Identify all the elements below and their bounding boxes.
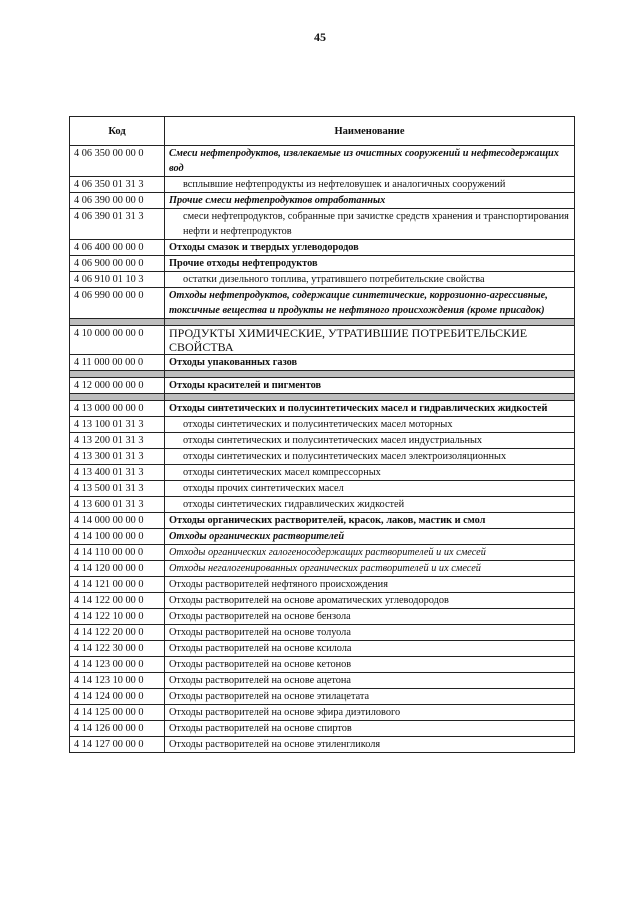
waste-name-cell: ПРОДУКТЫ ХИМИЧЕСКИЕ, УТРАТИВШИЕ ПОТРЕБИТЕЛЬСКИЕ СВОЙСТВА <box>165 326 575 355</box>
waste-name-cell: Отходы растворителей на основе ксилола <box>165 641 575 657</box>
waste-name-cell: отходы синтетических масел компрессорных <box>165 465 575 481</box>
table-row <box>70 240 575 256</box>
waste-code-cell: 4 13 200 01 31 3 <box>70 433 165 449</box>
waste-code-cell: 4 06 990 00 00 0 <box>70 288 165 319</box>
table-row <box>70 529 575 545</box>
table-row <box>70 146 575 177</box>
table-row <box>70 272 575 288</box>
table-row <box>70 465 575 481</box>
table-row <box>70 657 575 673</box>
waste-name-cell: Отходы растворителей нефтяного происхождения <box>165 577 575 593</box>
table-row <box>70 355 575 371</box>
waste-name-cell: отходы синтетических и полусинтетических масел электроизоляционных <box>165 449 575 465</box>
table-row <box>70 417 575 433</box>
waste-name-cell: Отходы растворителей на основе бензола <box>165 609 575 625</box>
waste-code-cell: 4 14 126 00 00 0 <box>70 721 165 737</box>
table-row <box>70 288 575 319</box>
waste-name-cell: всплывшие нефтепродукты из нефтеловушек и аналогичных сооружений <box>165 177 575 193</box>
waste-code-cell: 4 14 100 00 00 0 <box>70 529 165 545</box>
waste-name-cell <box>165 371 575 378</box>
column-header-code: Код <box>70 117 165 146</box>
table-row <box>70 177 575 193</box>
waste-name-cell: Отходы растворителей на основе ацетона <box>165 673 575 689</box>
waste-code-cell: 4 14 124 00 00 0 <box>70 689 165 705</box>
table-row <box>70 705 575 721</box>
waste-name-cell: Прочие смеси нефтепродуктов отработанных <box>165 193 575 209</box>
waste-name-cell: Отходы растворителей на основе спиртов <box>165 721 575 737</box>
waste-code-cell: 4 14 110 00 00 0 <box>70 545 165 561</box>
waste-code-cell: 4 13 000 00 00 0 <box>70 401 165 417</box>
waste-code-cell <box>70 394 165 401</box>
table-row <box>70 577 575 593</box>
waste-name-cell: Отходы негалогенированных органических растворителей и их смесей <box>165 561 575 577</box>
waste-code-cell: 4 14 122 30 00 0 <box>70 641 165 657</box>
table-row <box>70 378 575 394</box>
table-row <box>70 256 575 272</box>
waste-code-cell: 4 14 122 00 00 0 <box>70 593 165 609</box>
waste-name-cell: Отходы растворителей на основе этилацетата <box>165 689 575 705</box>
waste-name-cell: Смеси нефтепродуктов, извлекаемые из очистных сооружений и нефтесодержащих вод <box>165 146 575 177</box>
waste-code-cell: 4 10 000 00 00 0 <box>70 326 165 355</box>
page-number: 45 <box>314 30 326 44</box>
waste-code-cell: 4 11 000 00 00 0 <box>70 355 165 371</box>
waste-code-cell: 4 13 600 01 31 3 <box>70 497 165 513</box>
table-row <box>70 326 575 355</box>
table-row <box>70 433 575 449</box>
waste-code-cell: 4 06 350 01 31 3 <box>70 177 165 193</box>
waste-code-cell: 4 14 123 10 00 0 <box>70 673 165 689</box>
waste-code-cell: 4 06 390 00 00 0 <box>70 193 165 209</box>
waste-code-cell: 4 06 910 01 10 3 <box>70 272 165 288</box>
waste-name-cell: отходы прочих синтетических масел <box>165 481 575 497</box>
table-row <box>70 609 575 625</box>
waste-classification-table <box>69 116 575 753</box>
waste-code-cell: 4 12 000 00 00 0 <box>70 378 165 394</box>
waste-name-cell: Отходы растворителей на основе ароматических углеводородов <box>165 593 575 609</box>
table-row <box>70 673 575 689</box>
table-row <box>70 193 575 209</box>
waste-code-cell: 4 13 500 01 31 3 <box>70 481 165 497</box>
waste-code-cell: 4 13 400 01 31 3 <box>70 465 165 481</box>
table-row <box>70 209 575 240</box>
waste-code-cell: 4 13 100 01 31 3 <box>70 417 165 433</box>
waste-name-cell: Отходы органических растворителей <box>165 529 575 545</box>
table-body <box>70 146 575 753</box>
waste-name-cell: смеси нефтепродуктов, собранные при зачистке средств хранения и транспортирования нефти и нефтепродуктов <box>165 209 575 240</box>
table-row <box>70 737 575 753</box>
table-row <box>70 513 575 529</box>
waste-name-cell: отходы синтетических гидравлических жидкостей <box>165 497 575 513</box>
table-row <box>70 497 575 513</box>
waste-code-cell: 4 13 300 01 31 3 <box>70 449 165 465</box>
waste-name-cell: Отходы синтетических и полусинтетических масел и гидравлических жидкостей <box>165 401 575 417</box>
waste-name-cell: Отходы растворителей на основе кетонов <box>165 657 575 673</box>
waste-name-cell: Отходы растворителей на основе этиленгликоля <box>165 737 575 753</box>
waste-code-cell: 4 06 390 01 31 3 <box>70 209 165 240</box>
waste-code-cell: 4 14 123 00 00 0 <box>70 657 165 673</box>
waste-code-cell: 4 14 125 00 00 0 <box>70 705 165 721</box>
waste-name-cell: Отходы нефтепродуктов, содержащие синтетические, коррозионно-агрессивные, токсичные вещества и продукты не нефтяного происхождения (кроме присадок) <box>165 288 575 319</box>
waste-code-cell: 4 14 122 20 00 0 <box>70 625 165 641</box>
waste-name-cell: Отходы растворителей на основе эфира диэтилового <box>165 705 575 721</box>
waste-code-cell: 4 06 350 00 00 0 <box>70 146 165 177</box>
column-header-name: Наименование <box>165 117 575 146</box>
table-row <box>70 481 575 497</box>
waste-code-cell: 4 14 000 00 00 0 <box>70 513 165 529</box>
waste-name-cell: Отходы красителей и пигментов <box>165 378 575 394</box>
waste-code-cell: 4 06 400 00 00 0 <box>70 240 165 256</box>
waste-code-cell: 4 14 120 00 00 0 <box>70 561 165 577</box>
waste-name-cell: Отходы органических галогеносодержащих растворителей и их смесей <box>165 545 575 561</box>
table-row <box>70 593 575 609</box>
table-separator-row <box>70 371 575 378</box>
table-row <box>70 625 575 641</box>
waste-name-cell <box>165 394 575 401</box>
table-row <box>70 401 575 417</box>
table-row <box>70 641 575 657</box>
waste-name-cell: Отходы смазок и твердых углеводородов <box>165 240 575 256</box>
waste-code-cell <box>70 371 165 378</box>
waste-name-cell: остатки дизельного топлива, утратившего потребительские свойства <box>165 272 575 288</box>
waste-code-cell: 4 14 122 10 00 0 <box>70 609 165 625</box>
waste-name-cell <box>165 319 575 326</box>
waste-name-cell: Отходы органических растворителей, красок, лаков, мастик и смол <box>165 513 575 529</box>
table-header-row <box>70 117 575 146</box>
table-row <box>70 545 575 561</box>
waste-code-cell: 4 06 900 00 00 0 <box>70 256 165 272</box>
waste-name-cell: Прочие отходы нефтепродуктов <box>165 256 575 272</box>
waste-name-cell: отходы синтетических и полусинтетических масел индустриальных <box>165 433 575 449</box>
waste-name-cell: Отходы упакованных газов <box>165 355 575 371</box>
table-row <box>70 561 575 577</box>
table-separator-row <box>70 319 575 326</box>
table-row <box>70 721 575 737</box>
waste-name-cell: Отходы растворителей на основе толуола <box>165 625 575 641</box>
waste-name-cell: отходы синтетических и полусинтетических масел моторных <box>165 417 575 433</box>
waste-code-cell: 4 14 121 00 00 0 <box>70 577 165 593</box>
table-separator-row <box>70 394 575 401</box>
table-row <box>70 689 575 705</box>
table-row <box>70 449 575 465</box>
waste-code-cell <box>70 319 165 326</box>
waste-code-cell: 4 14 127 00 00 0 <box>70 737 165 753</box>
